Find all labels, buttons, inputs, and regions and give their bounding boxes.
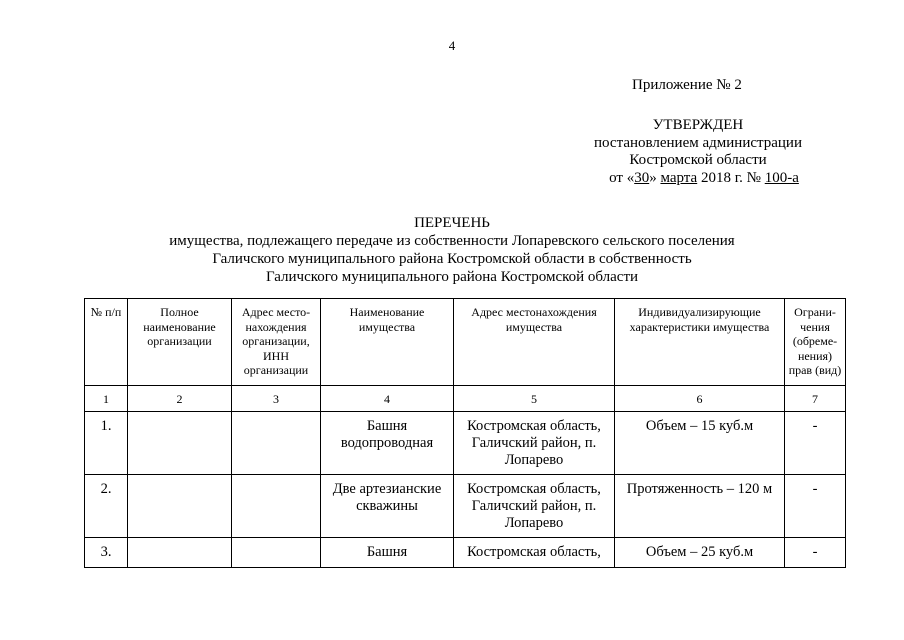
- header-cell: Индивидуализирующие характеристики имущества: [615, 299, 785, 386]
- header-cell: Адрес место-нахождения организации, ИНН организации: [232, 299, 321, 386]
- document-title: [0, 214, 904, 286]
- column-number-cell: 5: [454, 386, 615, 412]
- property-table: [84, 298, 846, 568]
- table-row: [85, 412, 846, 475]
- date-mid-2: 2018 г. №: [697, 169, 765, 186]
- table-cell: 1.: [85, 412, 128, 475]
- table-row: [85, 475, 846, 538]
- table-cell: -: [785, 412, 846, 475]
- date-day: 30: [634, 169, 650, 186]
- table-cell: -: [785, 475, 846, 538]
- date-month: марта: [660, 169, 698, 186]
- column-number-cell: 7: [785, 386, 846, 412]
- title-line-3: Галичского муниципального района Костромской области в собственность: [212, 251, 692, 267]
- title-line-2: имущества, подлежащего передаче из собственности Лопаревского сельского поселения: [169, 233, 735, 249]
- table-cell: Объем – 15 куб.м: [615, 412, 785, 475]
- column-number-cell: 1: [85, 386, 128, 412]
- title-line-1: ПЕРЕЧЕНЬ: [414, 215, 490, 231]
- table-cell: Башня водопроводная: [321, 412, 454, 475]
- table-cell: Костромская область, Галичский район, п. Лопарево: [454, 412, 615, 475]
- approval-line-2: Костромской области: [629, 152, 767, 168]
- column-number-cell: 6: [615, 386, 785, 412]
- table-cell: [128, 475, 232, 538]
- table-cell: [128, 412, 232, 475]
- column-number-cell: 3: [232, 386, 321, 412]
- page-number: 4: [448, 38, 456, 53]
- table-cell: -: [785, 538, 846, 568]
- table-header-row: [85, 299, 846, 386]
- date-prefix: от «: [609, 169, 635, 186]
- table-cell: Костромская область,: [454, 538, 615, 568]
- table-cell: [232, 412, 321, 475]
- table-row: [85, 538, 846, 568]
- decree-number: 100-а: [764, 169, 799, 186]
- column-number-cell: 2: [128, 386, 232, 412]
- approval-block: [560, 117, 836, 187]
- table-cell: Башня: [321, 538, 454, 568]
- table-cell: [232, 475, 321, 538]
- column-number-row: [85, 386, 846, 412]
- header-cell: Ограни-чения (обреме-нения) прав (вид): [785, 299, 846, 386]
- approval-line-1: постановлением администрации: [594, 134, 802, 151]
- header-cell: № п/п: [85, 299, 128, 386]
- header-cell: Полное наименование организации: [128, 299, 232, 386]
- table-cell: 3.: [85, 538, 128, 568]
- appendix-label: Приложение № 2: [632, 77, 742, 93]
- header-cell: Наименование имущества: [321, 299, 454, 386]
- table-cell: Объем – 25 куб.м: [615, 538, 785, 568]
- table-cell: Костромская область, Галичский район, п. Лопарево: [454, 475, 615, 538]
- title-line-4: Галичского муниципального района Костромской области: [265, 269, 639, 285]
- header-cell: Адрес местонахождения имущества: [454, 299, 615, 386]
- table-cell: [128, 538, 232, 568]
- approval-word: УТВЕРЖДЕН: [652, 117, 744, 133]
- table-cell: 2.: [85, 475, 128, 538]
- column-number-cell: 4: [321, 386, 454, 412]
- table-cell: [232, 538, 321, 568]
- approval-date-line: [560, 170, 836, 188]
- date-mid-1: »: [649, 169, 661, 186]
- table-cell: Две артезианские скважины: [321, 475, 454, 538]
- table-cell: Протяженность – 120 м: [615, 475, 785, 538]
